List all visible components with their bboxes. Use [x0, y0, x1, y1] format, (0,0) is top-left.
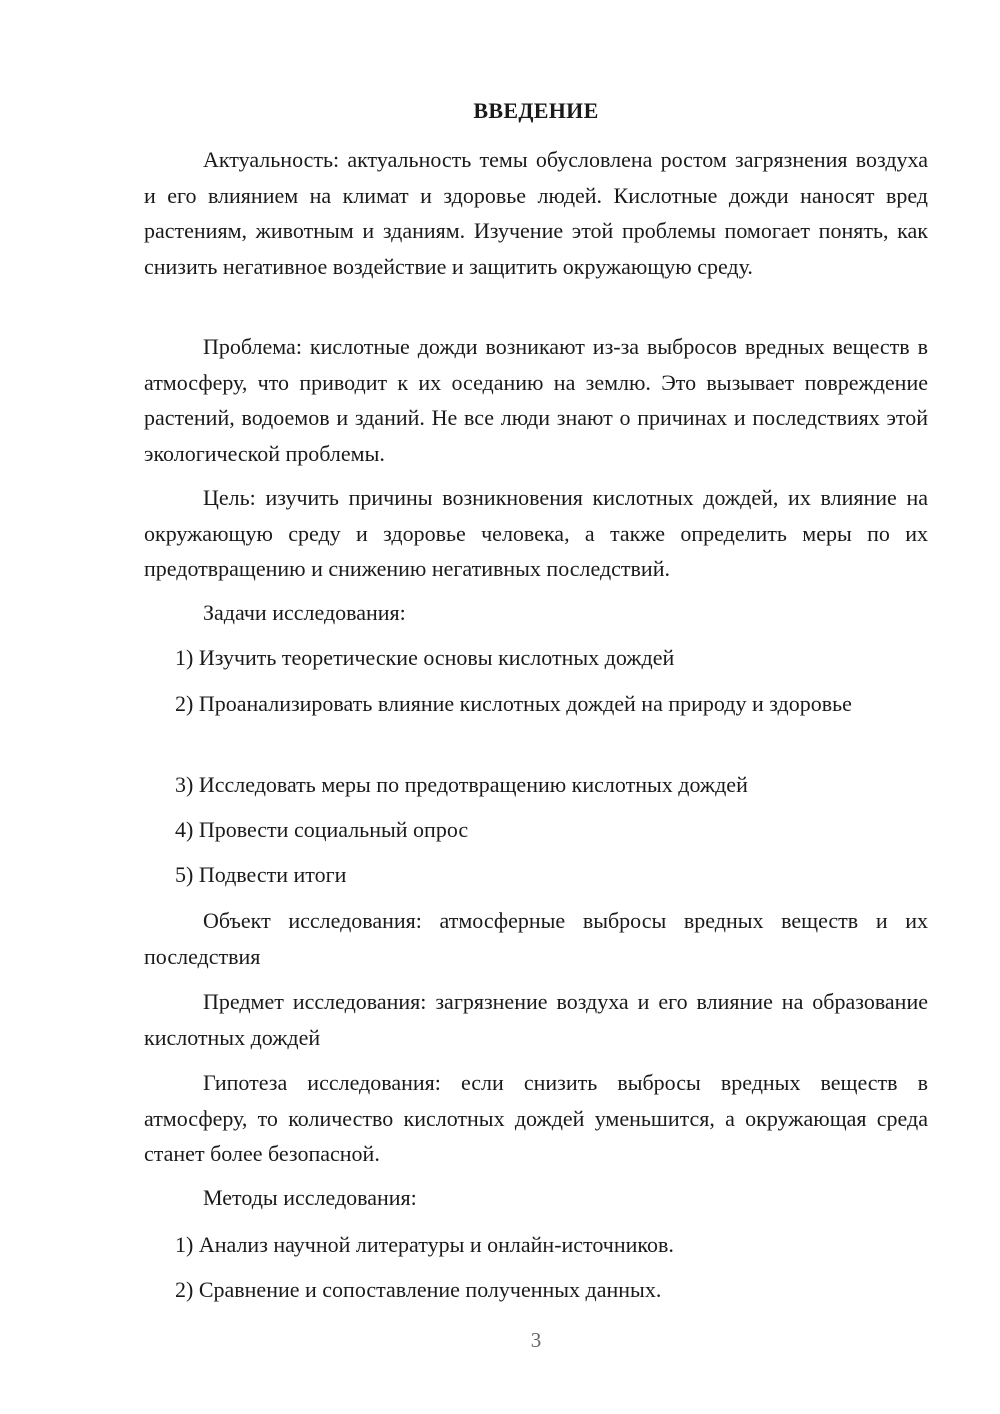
- page-title: ВВЕДЕНИЕ: [473, 98, 599, 123]
- task-item: 5) Подвести итоги: [175, 862, 347, 887]
- page-number: 3: [530, 1328, 542, 1352]
- method-item: 2) Сравнение и сопоставление полученных данных.: [175, 1277, 662, 1302]
- task-item: 4) Провести социальный опрос: [175, 817, 469, 842]
- method-item: 1) Анализ научной литературы и онлайн-источников.: [175, 1232, 674, 1257]
- methods-heading: Методы исследования:: [203, 1185, 417, 1210]
- paragraph-relevance: Актуальность: актуальность темы обусловлена ростом загрязнения воздуха и его влиянием на климат и здоровье людей. Кислотные дожди наносят вред растениям, животным и зданиям. Изучение этой проблемы помогает понять, как снизить негативное воздействие и защитить окружающую среду.: [144, 147, 928, 279]
- paragraph-object: Объект исследования: атмосферные выбросы вредных веществ и их последствия: [144, 908, 928, 969]
- paragraph-hypothesis: Гипотеза исследования: если снизить выбросы вредных веществ в атмосферу, то количество кислотных дождей уменьшится, а окружающая среда станет более безопасной.: [144, 1070, 928, 1166]
- task-item: 3) Исследовать меры по предотвращению кислотных дождей: [175, 772, 748, 797]
- paragraph-goal: Цель: изучить причины возникновения кислотных дождей, их влияние на окружающую среду и здоровье человека, а также определить меры по их предотвращению и снижению негативных последствий.: [144, 485, 928, 581]
- task-item: 1) Изучить теоретические основы кислотных дождей: [175, 645, 675, 670]
- tasks-heading: Задачи исследования:: [203, 600, 406, 625]
- paragraph-subject: Предмет исследования: загрязнение воздуха и его влияние на образование кислотных дождей: [144, 989, 928, 1050]
- task-item: 2) Проанализировать влияние кислотных дождей на природу и здоровье: [175, 691, 852, 716]
- paragraph-problem: Проблема: кислотные дожди возникают из-за выбросов вредных веществ в атмосферу, что приводит к их оседанию на землю. Это вызывает повреждение растений, водоемов и зданий. Не все люди знают о причинах и последствиях этой экологической проблемы.: [144, 334, 928, 466]
